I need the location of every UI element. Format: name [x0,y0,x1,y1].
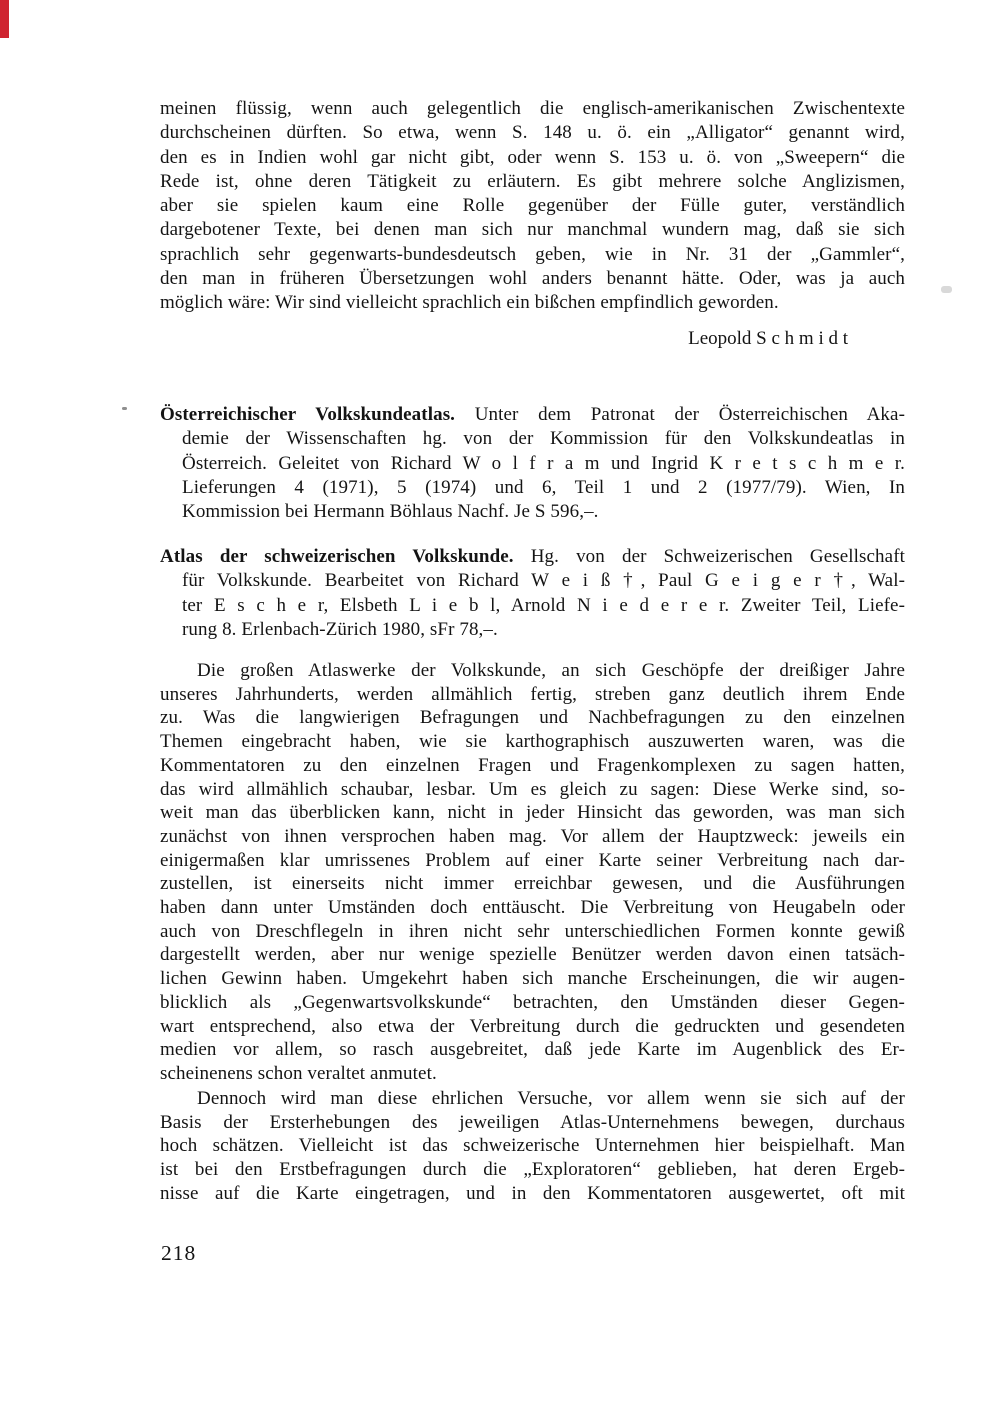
text-line: Themen eingebracht haben, wie sie karthographisch auszuwerten waren, was die [160,731,905,753]
text-line: das wird allmählich schaubar, lesbar. Um es gleich zu sagen: Diese Werke sind, so- [160,778,905,800]
bib-continuation-lines [160,569,905,642]
text-line: auch von Dreschflegeln in ihren nicht sehr unterschiedlichen Formen konnte gewiß [160,920,905,942]
text-line: wart entsprechend, also etwa der Verbreitung durch die gedruckten und gesendeten [160,1015,905,1037]
text-line: Dennoch wird man diese ehrlichen Versuche, vor allem wenn sie sich auf der [197,1088,905,1109]
text-line: Basis der Ersterhebungen des jeweiligen Atlas-Unternehmens bewegen, durchaus [160,1111,905,1133]
text-line: ist bei den Erstbefragungen durch die „Exploratoren“ geblieben, hat deren Ergeb- [160,1159,905,1181]
text-line: meinen flüssig, wenn auch gelegentlich die englisch-amerikanischen Zwischentexte [160,98,905,119]
text-line: blicklich als „Gegenwartsvolkskunde“ betrachten, den Umständen dieser Gegen- [160,991,905,1013]
text-line: sprachlich sehr gegenwarts-bundesdeutsch geben, wie in Nr. 31 der „Gammler“, [160,243,905,265]
text-line: den man in früheren Übersetzungen wohl anders benannt hätte. Oder, was ja auch [160,268,905,290]
text-line: aber sie spielen kaum eine Rolle gegenüber der Fülle guter, verständlich [160,195,905,217]
text-line: Lieferungen 4 (1971), 5 (1974) und 6, Teil 1 und 2 (1977/79). Wien, In [182,476,905,498]
bibliography-entry-swiss-atlas [160,545,905,642]
red-scan-mark [0,0,9,38]
text-line: Kommission bei Hermann Böhlaus Nachf. Je S 596,–. [182,501,599,523]
text-line [160,403,905,427]
text-line: zu. Was die langwierigen Befragungen und Nachbefragungen zu den einzelnen [160,707,905,729]
text-line: hoch schätzen. Vielleicht ist das schweizerische Unternehmen hier beispielhaft. Man [160,1135,905,1157]
text-line: Österreich. Geleitet von Richard W o l f r a m und Ingrid K r e t s c h m e r. [182,452,905,474]
text-line: weit man das überblicken kann, nicht in jeder Hinsicht das geworden, was man sich [160,802,905,824]
bib-text: Hg. von der Schweizerischen Gesellschaft [513,546,905,567]
text-line: den es in Indien wohl gar nicht gibt, oder wenn S. 153 u. ö. von „Sweepern“ die [160,146,905,168]
page-number: 218 [161,1241,197,1265]
margin-smudge [941,286,952,293]
bib-title-austrian: Österreichischer Volkskundeatlas. [160,404,456,425]
margin-dot [122,407,127,410]
author-signature [160,327,905,351]
bib-continuation-lines [160,427,905,524]
bibliography-entry-austrian-atlas [160,403,905,524]
author-signature-text: Leopold S c h m i d t [688,328,848,349]
text-line: nisse auf die Karte eingetragen, und in den Kommentatoren ausgewertet, oft mit [160,1182,905,1204]
text-line: ter E s c h e r, Elsbeth L i e b l, Arnold N i e d e r e r. Zweiter Teil, Liefe- [182,594,905,616]
text-line: durchscheinen dürften. So etwa, wenn S. 148 u. ö. ein „Alligator“ genannt wird, [160,122,905,144]
text-line: möglich wäre: Wir sind vielleicht sprachlich ein bißchen empfindlich geworden. [160,292,779,314]
text-line: zunächst von ihnen versprochen haben mag. Vor allem der Hauptzweck: jeweils ein [160,825,905,847]
text-line: Kommentatoren zu den einzelnen Fragen und Fragenkomplexen zu sagen hatten, [160,754,905,776]
text-line: dargebotener Texte, bei denen man sich nur manchmal wundern mag, daß sie sich [160,219,905,241]
text-line: rung 8. Erlenbach-Zürich 1980, sFr 78,–. [182,618,498,640]
text-line: für Volkskunde. Bearbeitet von Richard W e i ß †, Paul G e i g e r †, Wal- [182,570,905,592]
text-line: haben dann unter Umständen doch enttäuscht. Die Verbreitung von Heugabeln oder [160,897,905,919]
text-line: Rede ist, ohne deren Tätigkeit zu erläutern. Es gibt mehrere solche Anglizismen, [160,170,905,192]
review-paragraph-2 [160,1087,905,1206]
text-line: demie der Wissenschaften hg. von der Kommission für den Volkskundeatlas in [182,428,905,450]
text-line: zustellen, ist einerseits nicht immer erreichbar gewesen, und die Ausführungen [160,873,905,895]
review-paragraph-1 [160,659,905,1086]
bib-title-swiss: Atlas der schweizerischen Volkskunde. [160,546,514,567]
text-line: lichen Gewinn haben. Umgekehrt haben sich manche Erscheinungen, die wir augen- [160,968,905,990]
text-line: unseres Jahrhunderts, werden allmählich fertig, streben ganz deutlich ihrem Ende [160,683,905,705]
paragraph-continuation [160,97,905,316]
text-line [160,545,905,569]
text-line: medien vor allem, so rasch ausgebreitet, daß jede Karte im Augenblick des Er- [160,1039,905,1061]
text-line: einigermaßen klar umrissenes Problem auf einer Karte seiner Verbreitung nach dar- [160,849,905,871]
text-line: Die großen Atlaswerke der Volkskunde, an sich Geschöpfe der dreißiger Jahre [197,660,905,681]
text-line: scheinenens schon veraltet anmutet. [160,1062,437,1084]
bib-text: Unter dem Patronat der Österreichischen Aka- [455,404,905,425]
text-line: dargestellt werden, aber nur wenige spezielle Benützer werden davon einen tatsäch- [160,944,905,966]
